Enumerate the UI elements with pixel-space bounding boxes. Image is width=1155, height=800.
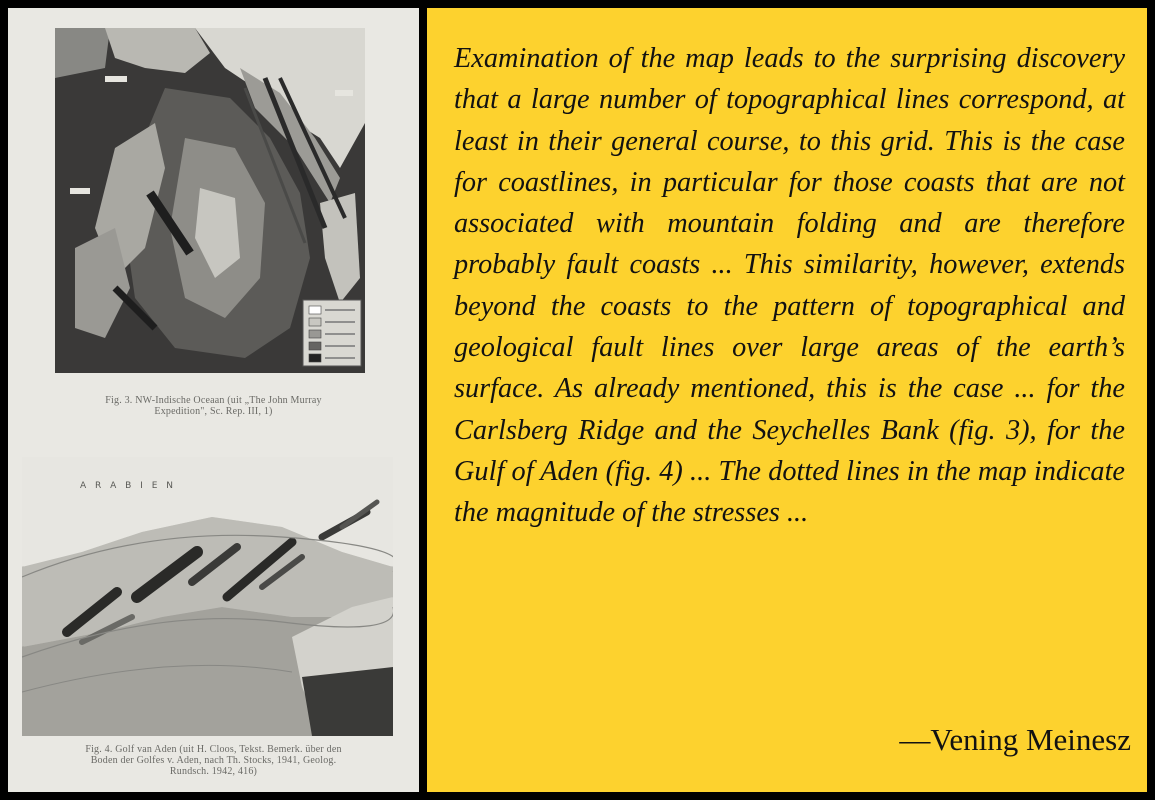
fig4-gulf-of-aden-map [22,457,393,736]
fig4-caption [8,744,419,777]
quote-text: Examination of the map leads to the surprising discovery that a large number of topographical lines correspond, at least in their general course, to this grid. This is the case for coastlines, in particular for those coasts that are not associated with mountain folding and are therefore probably fault coasts ... This similarity, however, extends beyond the coasts to the pattern of topographical and geological fault lines over large areas of the earth’s surface. As already mentioned, this is the case ... for the Carlsberg Ridge and the Seychelles Bank (fig. 3), for the Gulf of Aden (fig. 4) ... The dotted lines in the map indicate the magnitude of the stresses ... [454,43,1125,529]
fig3-indian-ocean-map [55,28,365,373]
quote-attribution: —Vening Meinesz [899,722,1131,757]
scanned-figures-panel [8,8,419,792]
fig3-caption-line-1: Fig. 3. NW-Indische Oceaan (uit „The John Murray [105,395,322,406]
fig3-caption-line-2: Expedition", Sc. Rep. III, 1) [154,406,273,417]
fig4-caption-line-2: Boden der Golfes v. Aden, nach Th. Stocks, 1941, Geolog. [90,755,337,766]
fig4-map-label-arabien: A R A B I E N [80,481,176,491]
fig4-caption-line-3: Rundsch. 1942, 416) [169,766,258,777]
quote-panel [427,8,1147,792]
fig3-caption [8,395,419,417]
fig4-caption-line-1: Fig. 4. Golf van Aden (uit H. Cloos, Tekst. Bemerk. über den [85,744,342,755]
